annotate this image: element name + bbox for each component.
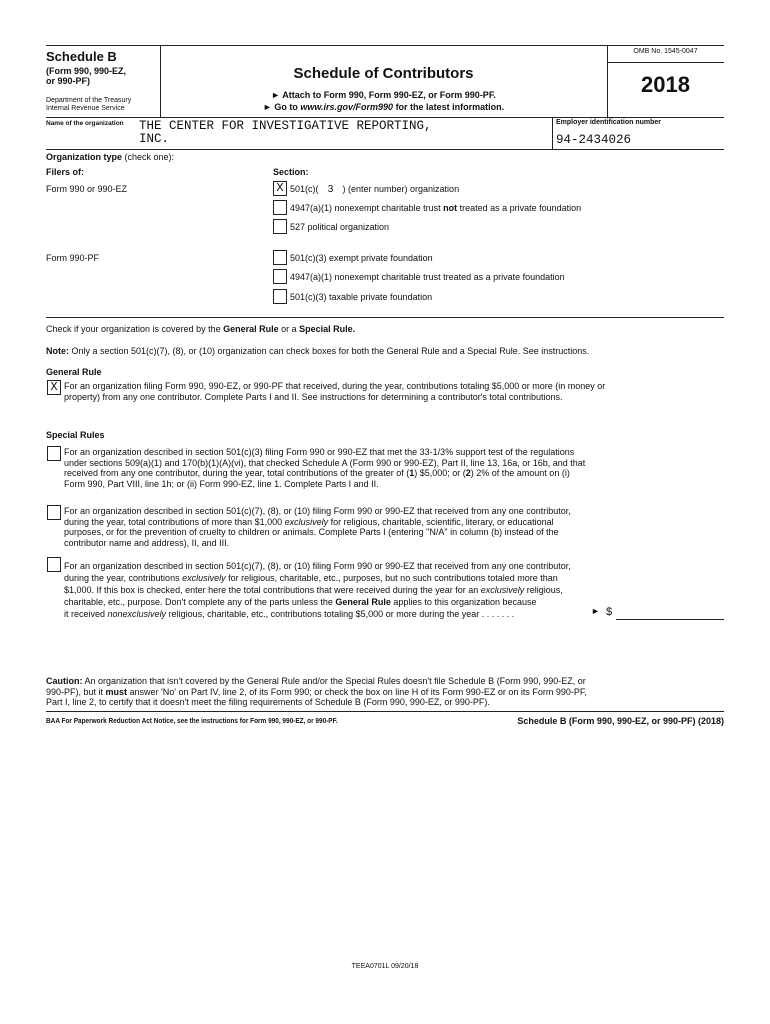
ein-divider <box>552 117 553 149</box>
org-name-line-1: THE CENTER FOR INVESTIGATIVE REPORTING, <box>139 119 432 133</box>
org-bottom-rule <box>46 149 724 150</box>
option-4947-pf-label: 4947(a)(1) nonexempt charitable trust treated as a private foundation <box>290 272 565 282</box>
page-title: Schedule of Contributors <box>293 65 474 82</box>
special-rule-1-text: For an organization described in section 501(c)(3) filing Form 990 or 990-EZ that met the 33-1/3% support test of the regulations under sections 509(a)(1) and 170(b)(1)(A)(vi), that checked Schedule A (Form 990 or 990-EZ), Part II, line 13, 16a, or 16b, and that received from any one contributor, during the year, total contributions of the greater of (1) $5,000; or (2) 2% of the amount on (i) Form 990, Part VIII, line 1h; or (ii) Form 990-EZ, line 1. Complete Parts I and II. <box>64 447 586 489</box>
goto-suffix: for the latest information. <box>393 102 505 112</box>
checkbox-527[interactable] <box>273 219 287 234</box>
option-501c3-exempt-pf-label: 501(c)(3) exempt private foundation <box>290 253 433 263</box>
schedule-footer-ref: Schedule B (Form 990, 990-EZ, or 990-PF) (2018) <box>517 716 724 726</box>
checkbox-501c3-exempt-pf[interactable] <box>273 250 287 265</box>
irs-url-link[interactable]: www.irs.gov/Form990 <box>300 102 394 112</box>
checkbox-501c[interactable]: X <box>273 181 287 196</box>
special-rule-3-text: For an organization described in section 501(c)(7), (8), or (10) filing Form 990 or 990-EZ that received from any one contributor, during the year, contributions exclusively for religious, charitable, etc., purposes, but no such contributions totaled more than $1,000. If this box is checked, enter here the total contributions that were received during the year for an exclusively religious, charitable, etc., purpose. Don't complete any of the parts unless the General Rule applies to this organization because it received nonexclusively religious, charitable, etc., contributions totaling $5,000 or more during the year . . . . . . . <box>64 561 571 619</box>
general-rule-heading: General Rule <box>46 367 102 377</box>
section-number-field[interactable]: 3 <box>327 184 334 195</box>
omb-number: OMB No. 1545-0047 <box>633 48 698 55</box>
goto-prefix: Go to <box>274 102 301 112</box>
option-501c-label: 501(c)( 3 ) (enter number) organization <box>290 184 460 195</box>
irs-label: Internal Revenue Service <box>46 105 125 112</box>
note-text: Note: Only a section 501(c)(7), (8), or (10) organization can check boxes for both the General Rule and a Special Rule. See instructions. <box>46 346 590 356</box>
footer-rule <box>46 711 724 712</box>
omb-rule <box>607 62 724 63</box>
section-label: Section: <box>273 167 309 177</box>
checkbox-general-rule[interactable]: X <box>47 380 61 395</box>
checkbox-special-rule-3[interactable] <box>47 557 61 572</box>
arrow-right-icon: ► <box>271 90 281 100</box>
dollar-sign: $ <box>606 606 613 618</box>
checkbox-special-rule-1[interactable] <box>47 446 61 461</box>
form-code: TEEA0701L 09/20/18 <box>351 963 419 970</box>
tax-year: 2018 <box>641 72 690 97</box>
baa-notice: BAA For Paperwork Reduction Act Notice, see the instructions for Form 990, 990-EZ, or 990-PF. <box>46 716 338 725</box>
schedule-label: Schedule B <box>46 49 117 64</box>
goto-instruction <box>160 102 607 112</box>
ein-field[interactable]: 94-2434026 <box>556 133 632 147</box>
org-name-line-2: INC. <box>139 132 170 146</box>
caution-text: Caution: An organization that isn't covered by the General Rule and/or the Special Rules doesn't file Schedule B (Form 990, 990-EZ, or 990-PF), but it must answer 'No' on Part IV, line 2, of its Form 990; or check the box on line H of its Form 990-EZ or on its Form 990-PF, Part I, line 2, to certify that it doesn't meet the filing requirements of Schedule B (Form 990, 990-EZ, or 990-PF). <box>46 676 587 707</box>
org-name-label: Name of the organization <box>46 120 124 127</box>
attach-text: Attach to Form 990, Form 990-EZ, or Form 990-PF. <box>282 90 496 100</box>
general-rule-text: For an organization filing Form 990, 990-EZ, or 990-PF that received, during the year, contributions totaling $5,000 or more (in money or property) from any one contributor. Complete Parts I and II. See instructions for determining a contributor's total contributions. <box>64 381 606 402</box>
checkbox-4947-nonpf[interactable] <box>273 200 287 215</box>
check-rule-instruction: Check if your organization is covered by the General Rule or a Special Rule. <box>46 324 356 334</box>
option-501c3-taxable-pf-label: 501(c)(3) taxable private foundation <box>290 292 433 302</box>
special-rules-heading: Special Rules <box>46 430 105 440</box>
filers-of-label: Filers of: <box>46 167 85 177</box>
ein-label: Employer identification number <box>556 119 662 126</box>
attach-instruction <box>160 90 607 100</box>
arrow-right-icon: ► <box>262 102 272 112</box>
checkbox-4947-pf[interactable] <box>273 269 287 284</box>
special-rule-3-amount-field[interactable] <box>616 619 724 620</box>
checkbox-special-rule-2[interactable] <box>47 505 61 520</box>
org-name-field[interactable] <box>139 120 432 146</box>
option-527-label: 527 political organization <box>290 222 390 232</box>
department-label: Department of the Treasury <box>46 97 132 104</box>
special-rule-2-text: For an organization described in section 501(c)(7), (8), or (10) filing Form 990 or 990-EZ that received from any one contributor, during the year, total contributions of more than $1,000 exclusively for religious, charitable, scientific, literary, or educational purposes, or for the prevention of cruelty to children or animals. Complete Parts I (entering "N/A" in column (b) instead of the contributor name and address), II, and III. <box>64 506 571 548</box>
header-bottom-rule <box>46 117 724 118</box>
org-type-label: Organization type (check one): <box>46 152 175 162</box>
form-990-label: Form 990 or 990-EZ <box>46 184 128 194</box>
top-rule <box>46 45 724 46</box>
form-reference-2: or 990-PF) <box>46 76 91 86</box>
form-990pf-label: Form 990-PF <box>46 253 100 263</box>
org-type-bottom-rule <box>46 317 724 318</box>
arrow-right-icon: ► <box>591 606 600 616</box>
form-reference: (Form 990, 990-EZ, <box>46 66 127 76</box>
checkbox-501c3-taxable-pf[interactable] <box>273 289 287 304</box>
option-4947-nonpf-label: 4947(a)(1) nonexempt charitable trust not treated as a private foundation <box>290 203 582 213</box>
